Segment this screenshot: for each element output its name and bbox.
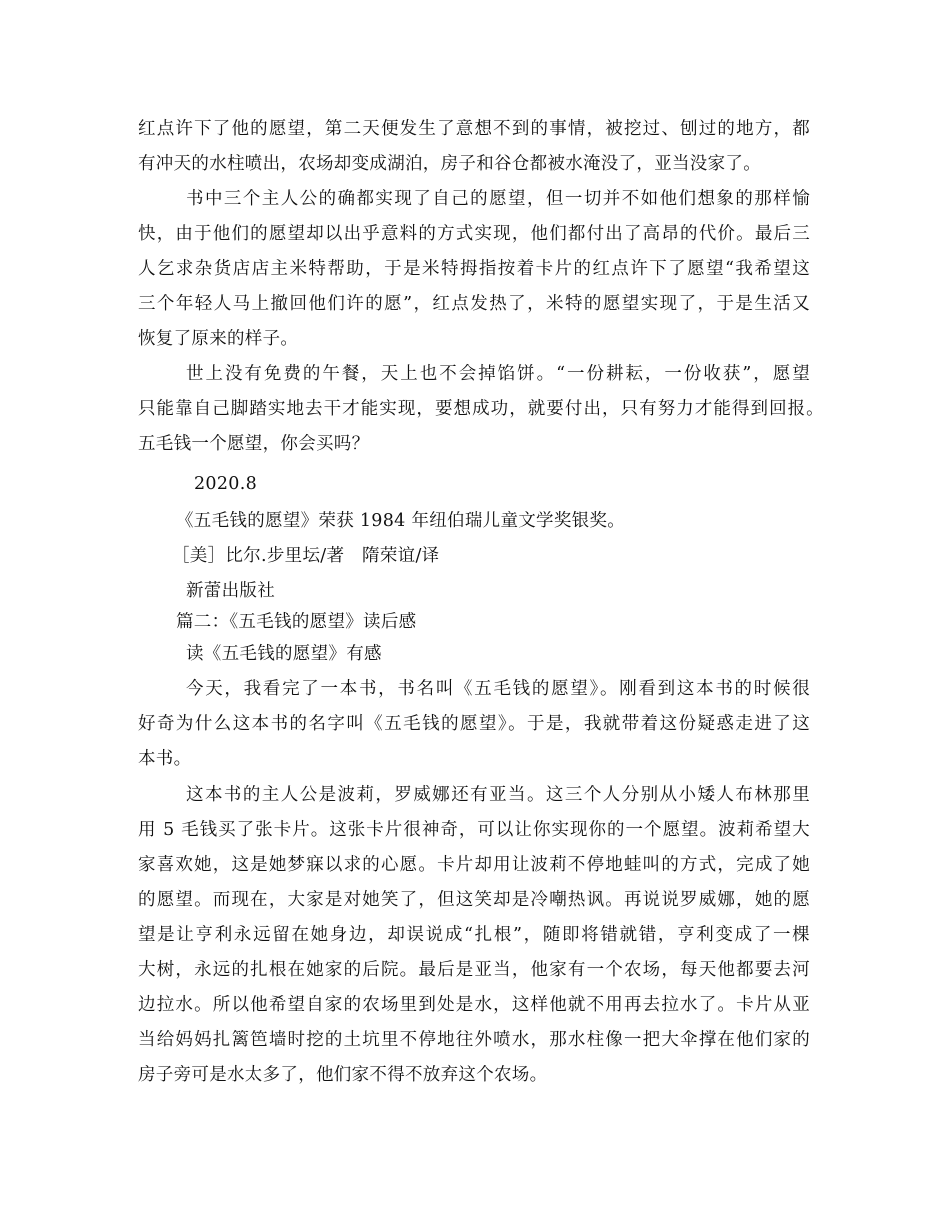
text-line: 望是让亨利永远留在她身边，却误说成“扎根”，随即将错就错，亨利变成了一棵 [138, 925, 810, 945]
text-line: 家喜欢她，这是她梦寐以求的心愿。卡片却用让波莉不停地蛙叫的方式，完成了她 [138, 855, 810, 875]
text-line: 人乞求杂货店店主米特帮助，于是米特拇指按着卡片的红点许下了愿望“我希望这 [138, 259, 810, 279]
section-heading: 篇二：《五毛钱的愿望》读后感 [176, 612, 417, 632]
publisher-line: 新蕾出版社 [186, 581, 275, 601]
text-line: 世上没有免费的午餐，天上也不会掉馅饼。“一份耕耘，一份收获”，愿望 [186, 364, 810, 384]
text-line: 三个年轻人马上撤回他们许的愿”，红点发热了，米特的愿望实现了，于是生活又 [138, 294, 810, 314]
text-line: 这本书的主人公是波莉，罗威娜还有亚当。这三个人分别从小矮人布林那里 [186, 785, 810, 805]
text-line: 只能靠自己脚踏实地去干才能实现，要想成功，就要付出，只有努力才能得到回报。 [138, 399, 824, 419]
text-line: 红点许下了他的愿望，第二天便发生了意想不到的事情，被挖过、刨过的地方，都 [138, 119, 810, 139]
author-line: ［美］比尔.步里坛/著 隋荣谊/译 [172, 546, 440, 566]
text-line: 五毛钱一个愿望，你会买吗？ [138, 434, 370, 454]
text-line: 有冲天的水柱喷出，农场却变成湖泊，房子和谷仓都被水淹没了，亚当没家了。 [138, 154, 761, 174]
text-line: 书中三个主人公的确都实现了自己的愿望，但一切并不如他们想象的那样愉 [186, 189, 810, 209]
date-line: 2020.8 [194, 474, 258, 494]
text-line: 当给妈妈扎篱笆墙时挖的土坑里不停地往外喷水，那水柱像一把大伞撑在他们家的 [138, 1030, 810, 1050]
award-line: 《五毛钱的愿望》荣获 1984 年纽伯瑞儿童文学奖银奖。 [176, 511, 626, 531]
text-line: 好奇为什么这本书的名字叫《五毛钱的愿望》。于是，我就带着这份疑惑走进了这 [138, 714, 810, 734]
text-line: 的愿望。而现在，大家是对她笑了，但这笑却是冷嘲热讽。再说说罗威娜，她的愿 [138, 890, 810, 910]
text-line: 房子旁可是水太多了，他们家不得不放弃这个农场。 [138, 1065, 548, 1085]
text-line: 本书。 [138, 749, 192, 769]
essay-title: 读《五毛钱的愿望》有感 [186, 644, 382, 664]
text-line: 快，由于他们的愿望却以出乎意料的方式实现，他们都付出了高昂的代价。最后三 [138, 224, 810, 244]
text-line: 用 5 毛钱买了张卡片。这张卡片很神奇，可以让你实现你的一个愿望。波莉希望大 [138, 820, 810, 840]
text-line: 今天，我看完了一本书，书名叫《五毛钱的愿望》。刚看到这本书的时候很 [186, 679, 810, 699]
text-line: 边拉水。所以他希望自家的农场里到处是水，这样他就不用再去拉水了。卡片从亚 [138, 995, 810, 1015]
text-line: 大树，永远的扎根在她家的后院。最后是亚当，他家有一个农场，每天他都要去河 [138, 960, 810, 980]
text-line: 恢复了原来的样子。 [138, 329, 299, 349]
